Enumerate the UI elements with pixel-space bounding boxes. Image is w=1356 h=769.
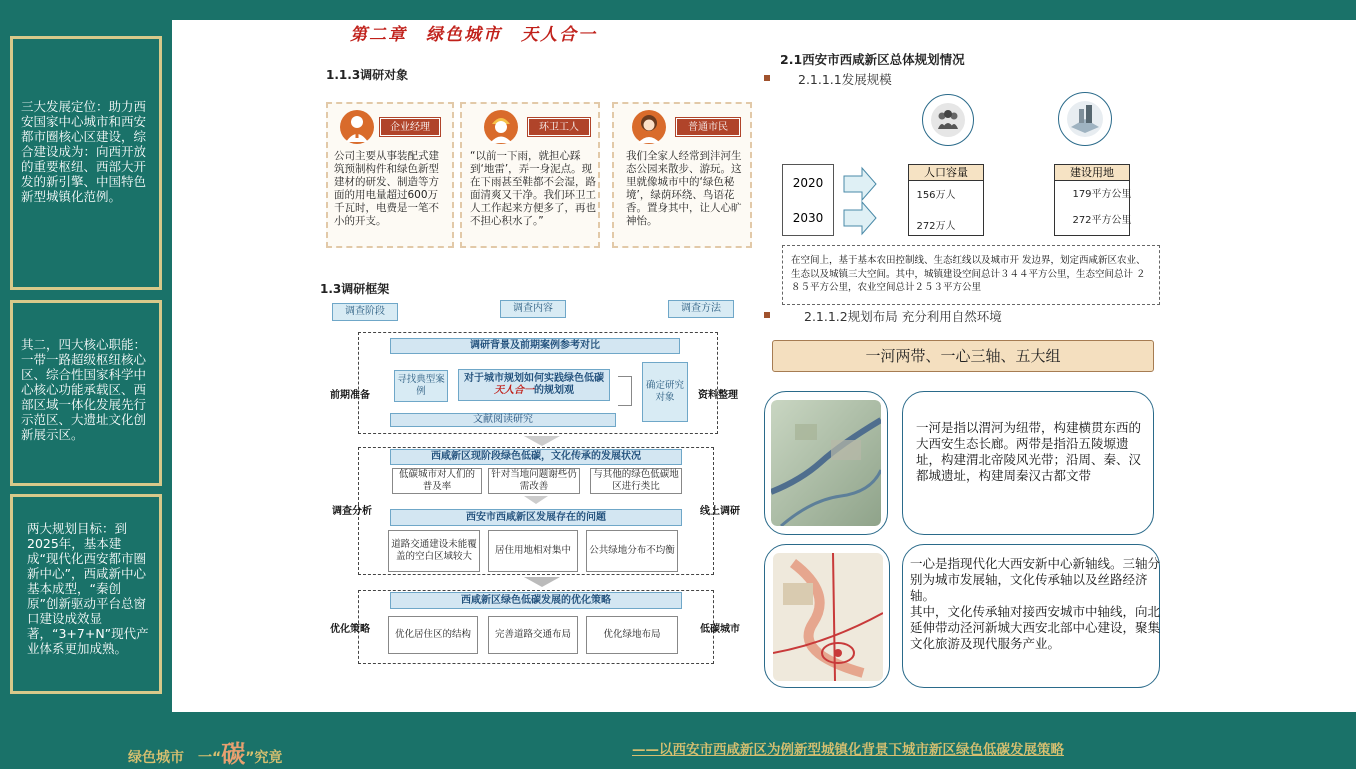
core-question-em: 天人合一 <box>494 385 534 396</box>
footer-left-b: ”究竟 <box>245 750 283 766</box>
strategy-item-1: 优化居住区的结构 <box>388 616 478 654</box>
citizen-badge: 普通市民 <box>676 118 740 136</box>
worker-avatar-icon <box>484 110 518 144</box>
footer-right: ——以西安市西咸新区为例新型城镇化背景下城市新区绿色低碳发展策略 <box>632 742 1064 758</box>
land-icon <box>1058 92 1112 146</box>
core-question-b: 的规划观 <box>534 385 574 396</box>
sidebar-goals-box <box>10 494 162 694</box>
population-2020: 156万人 <box>916 190 956 201</box>
river-description: 一河是指以渭河为纽带，构建横贯东西的大西安生态长廊。两带是指沿五陵塬遗址，构建渭北帝陵风光带；沿周、秦、汉都城遗址，构建周秦汉古都文带 <box>916 420 1142 483</box>
axis-description: 一心是指现代化大西安新中心新轴线。三轴分别为城市发展轴，文化传承轴以及丝路经济轴。 其中，文化传承轴对接西安城市中轴线，向北延伸带动泾河新城大西安北部中心建设，聚集文化旅游及现代服务产业。 <box>910 556 1161 651</box>
strategy-item-2: 完善道路交通布局 <box>488 616 578 654</box>
worker-badge: 环卫工人 <box>528 118 590 136</box>
sidebar-positioning-box <box>10 36 162 290</box>
bullet-icon-2 <box>764 312 770 318</box>
survey-card-citizen <box>612 102 752 248</box>
population-icon <box>922 94 974 146</box>
analysis-bar-2: 西安市西咸新区发展存在的问题 <box>390 509 682 526</box>
survey-object-heading: 1.1.3调研对象 <box>326 68 409 82</box>
chapter-title: 第二章 绿色城市 天人合一 <box>350 25 597 45</box>
footer-left <box>128 734 282 769</box>
citizen-quote: 我们全家人经常到沣河生态公园来散步、游玩。这里就像城市中的‘绿色秘境’，绿荫环绕、鸟语花香。置身其中，让人心旷神怡。 <box>626 150 742 227</box>
problem-item-3: 公共绿地分布不均衡 <box>586 530 678 572</box>
method-materials: 资料整理 <box>698 390 738 401</box>
sidebar-functions-box <box>10 300 162 486</box>
flow-arrow-3 <box>524 577 560 587</box>
stage-strategy: 优化策略 <box>330 624 370 635</box>
strategy-item-3: 优化绿地布局 <box>586 616 678 654</box>
core-question-a: 对于城市规划如何实践绿色低碳 <box>464 373 604 384</box>
manager-avatar-icon <box>340 110 374 144</box>
bracket-connector <box>618 376 632 406</box>
year-arrows-icon <box>842 166 878 238</box>
confirm-object-box: 确定研究对象 <box>642 362 688 422</box>
space-description: 在空间上，基于基本农田控制线、生态红线以及城市开 发边界，划定西咸新区农业、生态以及城镇三大空间。其中，城镇建设空间总计３４４平方公里，生态空间总计 ２８５平方公里，农业空间总计２５３平方公里 <box>782 245 1160 305</box>
footer-left-a: 绿色城市 一“ <box>128 750 222 766</box>
strategy-bar: 西咸新区绿色低碳发展的优化策略 <box>390 592 682 609</box>
year-2020: 2020 <box>792 176 824 190</box>
layout-subheading: 2.1.1.2规划布局 充分利用自然环境 <box>804 309 1002 324</box>
find-case-box: 寻找典型案例 <box>394 370 448 402</box>
method-lowcarbon: 低碳城市 <box>700 624 740 635</box>
positioning-text: 三大发展定位：助力西安国家中心城市和西安都市圈核心区建设，综合建设成为：向西开放的重要枢纽、西部大开发的新引擎、中国特色新型城镇化范例。 <box>21 99 147 204</box>
survey-card-manager <box>326 102 454 248</box>
analysis-item-1: 低碳城市对人们的普及率 <box>392 468 482 494</box>
method-online: 线上调研 <box>700 506 740 517</box>
layout-banner: 一河两带、一心三轴、五大组 <box>772 340 1154 372</box>
goals-text: 两大规划目标：到2025年，基本建成“现代化西安都市圈新中心”，西咸新中心基本成型，“秦创原”创新驱动平台总窗口建设成效显著，“3+7+N”现代产业体系更加成熟。 <box>27 521 149 656</box>
year-2030: 2030 <box>792 211 824 225</box>
literature-bar: 文献阅读研究 <box>390 413 616 427</box>
problem-item-1: 道路交通建设未能覆盖的空白区域较大 <box>388 530 480 572</box>
land-2030: 272平方公里 <box>1072 215 1132 226</box>
axis-map-image <box>773 553 883 681</box>
river-image-frame <box>764 391 888 535</box>
label-method: 调查方法 <box>668 300 734 318</box>
scale-subheading: 2.1.1.1发展规模 <box>798 72 892 87</box>
land-2020: 179平方公里 <box>1072 189 1132 200</box>
label-content: 调查内容 <box>500 300 566 318</box>
flow-arrow-1 <box>524 436 560 446</box>
land-header: 建设用地 <box>1054 164 1130 181</box>
manager-badge: 企业经理 <box>380 118 440 136</box>
year-column <box>782 164 834 236</box>
analysis-bar-1: 西咸新区现阶段绿色低碳，文化传承的发展状况 <box>390 449 682 465</box>
bullet-icon <box>764 75 770 81</box>
prep-bar: 调研背景及前期案例参考对比 <box>390 338 680 354</box>
axis-image-frame <box>764 544 890 688</box>
citizen-avatar-icon <box>632 110 666 144</box>
footer-left-em: 碳 <box>221 740 246 768</box>
problem-item-2: 居住用地相对集中 <box>488 530 578 572</box>
survey-card-sanitation <box>460 102 600 248</box>
worker-quote: “以前一下雨，就担心踩到‘地雷’，弄一身泥点。现在下雨甚至鞋都不会湿，路面清爽又干净。我们环卫工人工作起来方便多了，再也不担心积水了。” <box>470 150 596 227</box>
analysis-item-3: 与其他的绿色低碳地区进行类比 <box>590 468 682 494</box>
plan-heading: 2.1西安市西咸新区总体规划情况 <box>780 52 965 67</box>
analysis-item-2: 针对当地问题谢些仍需改善 <box>488 468 580 494</box>
core-question-box <box>458 369 610 401</box>
population-header: 人口容量 <box>908 164 984 181</box>
river-map-image <box>771 400 881 526</box>
flow-arrow-2 <box>524 496 548 504</box>
population-2030: 272万人 <box>916 221 956 232</box>
functions-text: 其二，四大核心职能：一带一路超级枢纽核心区、综合性国家科学中心核心功能承载区、西部区域一体化发展先行示范区、大遗址文化创新展示区。 <box>21 337 147 442</box>
framework-heading: 1.3调研框架 <box>320 282 390 296</box>
stage-analysis: 调查分析 <box>332 506 372 517</box>
label-stage: 调查阶段 <box>332 303 398 321</box>
stage-prep: 前期准备 <box>330 390 370 401</box>
manager-quote: 公司主要从事装配式建筑预制构件和绿色新型建材的研发、制造等方面的用电量超过600万千瓦时，电费是一笔不小的开支。 <box>334 150 439 227</box>
